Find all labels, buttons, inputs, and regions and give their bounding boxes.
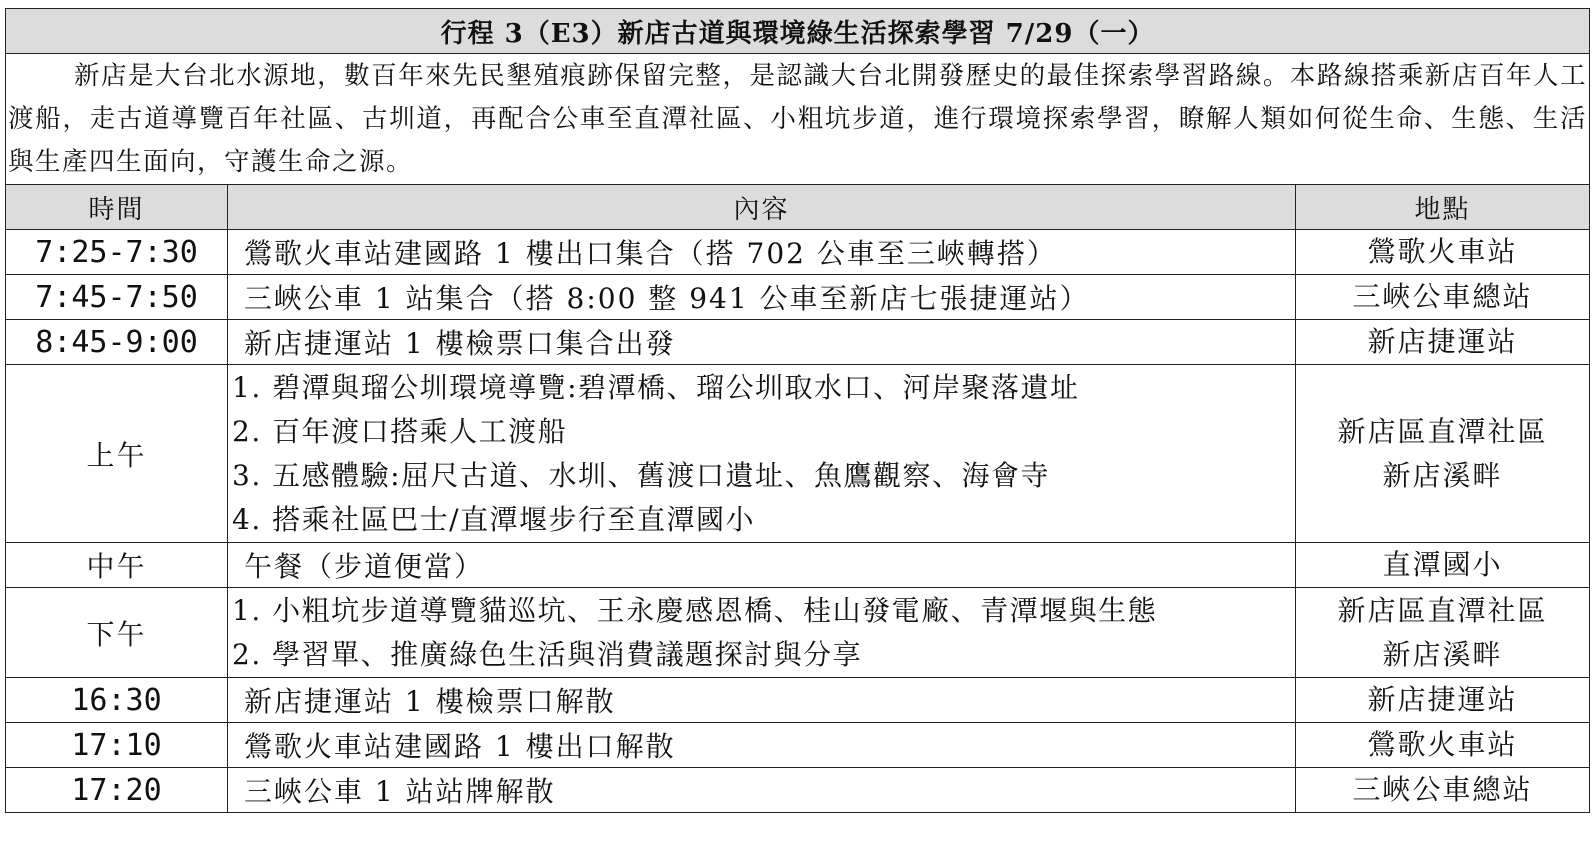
- row-content: 午餐（步道便當）: [228, 543, 1296, 588]
- row-content-list: [228, 365, 1296, 543]
- table-row: [6, 543, 1590, 588]
- row-time: 17:10: [6, 723, 228, 768]
- row-content: 三峽公車 1 站站牌解散: [228, 768, 1296, 813]
- row-content: 鶯歌火車站建國路 1 樓出口解散: [228, 723, 1296, 768]
- header-content: 內容: [228, 185, 1296, 230]
- itinerary-page: [5, 8, 1589, 813]
- row-place: 新店捷運站: [1296, 320, 1590, 365]
- row-place: [1296, 588, 1590, 678]
- list-item: 2. 學習單、推廣綠色生活與消費議題探討與分享: [232, 637, 863, 671]
- row-content: 新店捷運站 1 樓檢票口集合出發: [228, 320, 1296, 365]
- table-row: [6, 678, 1590, 723]
- row-place: 三峽公車總站: [1296, 768, 1590, 813]
- row-time: 7:25-7:30: [6, 230, 228, 275]
- row-place: [1296, 365, 1590, 543]
- table-row: [6, 365, 1590, 543]
- table-row: [6, 230, 1590, 275]
- table-row: [6, 723, 1590, 768]
- list-item: 2. 百年渡口搭乘人工渡船: [232, 414, 568, 448]
- table-header-row: [6, 185, 1590, 230]
- place-line: 新店區直潭社區: [1337, 414, 1548, 448]
- row-time: 上午: [6, 365, 228, 543]
- list-item: 1. 碧潭與瑠公圳環境導覽:碧潭橋、瑠公圳取水口、河岸聚落遺址: [232, 370, 1080, 404]
- row-place: 鶯歌火車站: [1296, 723, 1590, 768]
- row-time: 7:45-7:50: [6, 275, 228, 320]
- row-content: 新店捷運站 1 樓檢票口解散: [228, 678, 1296, 723]
- intro-cell: [6, 54, 1590, 185]
- header-time: 時間: [6, 185, 228, 230]
- row-place: 直潭國小: [1296, 543, 1590, 588]
- place-line: 新店區直潭社區: [1337, 593, 1548, 627]
- row-place: 三峽公車總站: [1296, 275, 1590, 320]
- intro-paragraph: 新店是大台北水源地，數百年來先民墾殖痕跡保留完整，是認識大台北開發歷史的最佳探索學習路線。本路線搭乘新店百年人工渡船，走古道導覽百年社區、古圳道，再配合公車至直潭社區、小粗坑步道，進行環境探索學習，瞭解人類如何從生命、生態、生活與生產四生面向，守護生命之源。: [8, 60, 1588, 177]
- table-row: [6, 588, 1590, 678]
- place-line: 新店溪畔: [1382, 637, 1503, 671]
- list-item: 1. 小粗坑步道導覽貓巡坑、王永慶感恩橋、桂山發電廠、青潭堰與生態: [232, 593, 1158, 627]
- row-time: 下午: [6, 588, 228, 678]
- row-time: 16:30: [6, 678, 228, 723]
- row-time: 17:20: [6, 768, 228, 813]
- table-row: [6, 320, 1590, 365]
- itinerary-title: 行程 3（E3）新店古道與環境綠生活探索學習 7/29（一）: [6, 9, 1590, 54]
- list-item: 3. 五感體驗:屈尺古道、水圳、舊渡口遺址、魚鷹觀察、海會寺: [232, 458, 1051, 492]
- row-time: 8:45-9:00: [6, 320, 228, 365]
- row-place: 鶯歌火車站: [1296, 230, 1590, 275]
- row-content-list: [228, 588, 1296, 678]
- row-content: 鶯歌火車站建國路 1 樓出口集合（搭 702 公車至三峽轉搭）: [228, 230, 1296, 275]
- table-row: [6, 275, 1590, 320]
- itinerary-table: [5, 8, 1590, 813]
- table-row: [6, 768, 1590, 813]
- row-time: 中午: [6, 543, 228, 588]
- place-line: 新店溪畔: [1382, 458, 1503, 492]
- row-content: 三峽公車 1 站集合（搭 8:00 整 941 公車至新店七張捷運站）: [228, 275, 1296, 320]
- list-item: 4. 搭乘社區巴士/直潭堰步行至直潭國小: [232, 502, 756, 536]
- row-place: 新店捷運站: [1296, 678, 1590, 723]
- header-place: 地點: [1296, 185, 1590, 230]
